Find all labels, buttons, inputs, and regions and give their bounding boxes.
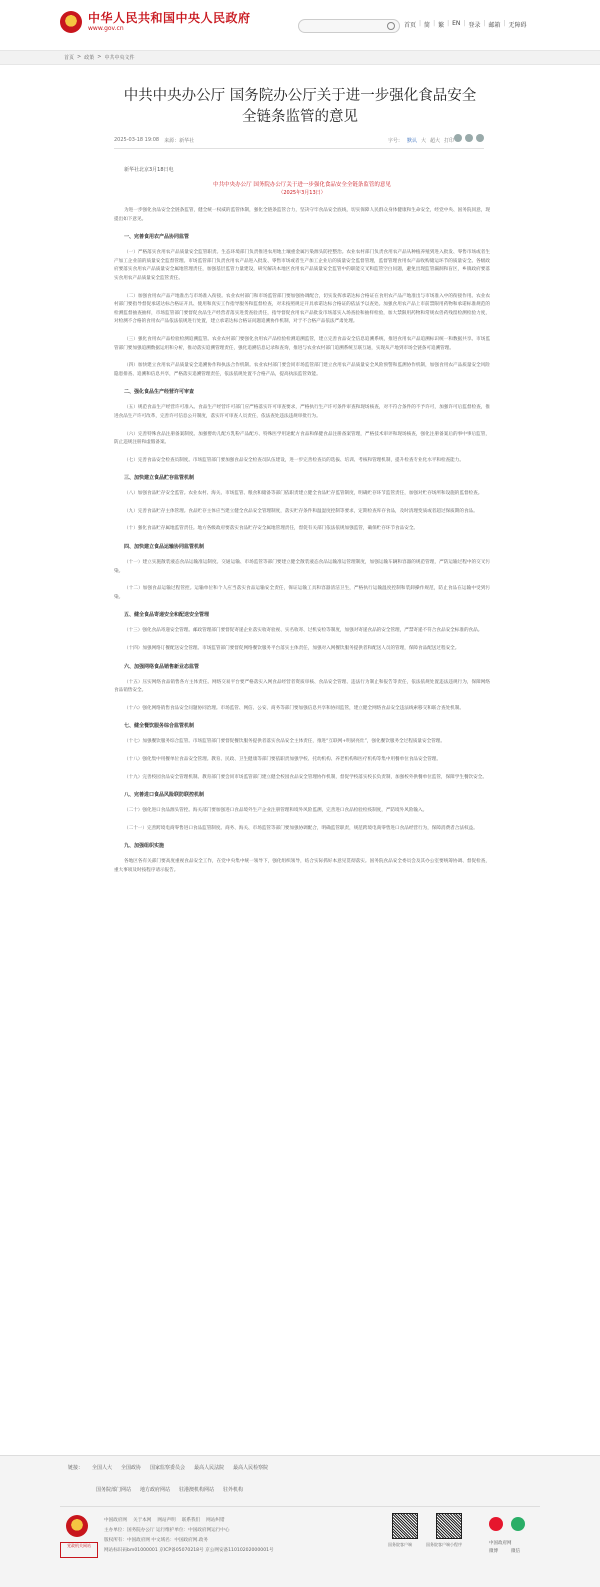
wechat-icon[interactable] [511, 1517, 525, 1531]
weibo-icon[interactable] [489, 1517, 503, 1531]
article-paragraph: （七）完善食品安全检查员制度。市场监管部门要加强食品安全检查员队伍建设，进一步完善检查员的选拔、培训、考核和管理机制，提升检查专业化水平和检查能力。 [124, 457, 464, 463]
breadcrumb-policy[interactable]: 政策 [84, 55, 95, 61]
section-heading: 七、健全餐饮服务综合监管机制 [124, 723, 195, 730]
section-heading: 三、加快建立食品贮存监管机制 [124, 475, 195, 482]
section-heading: 六、加强网络食品销售新业态监管 [124, 663, 200, 670]
publish-date: 2025-03-18 19:08 [114, 137, 160, 143]
breadcrumb-cpc-docs[interactable]: 中共中央文件 [104, 55, 135, 61]
link-english[interactable]: EN [452, 20, 461, 27]
article-paragraph: （一）严格落实食用农产品质量安全监管职责。生态环境部门负责推进农用地土壤重金属污染源头防控整治。农业农村部门负责食用农产品从种植养殖到进入批发、零售市场或者生产加工企业前的质量安全监督管理。市场监管部门负责食用农产品进入批发、零售市场或者生产加工企业后的质量安全监督管理，监督管理食用农产品收购储运环节的质量安全。各级政府要落实食用农产品质量安全属地管理责任，加强基层监管力量建设，研究解决本地区食用农产品质量安全监管中的职能交叉和监管空白问题，避免出现监管漏洞和盲区，乡镇政府要落实食用农产品质量安全监管责任。 [114, 250, 490, 281]
divider: | [483, 20, 486, 27]
site-logo[interactable] [60, 11, 251, 33]
article-paragraph: （五）规范食品生产经营许可准入。食品生产经营许可部门应严格落实许可审查要求，严格执行生产许可条件审查和现场核查，对不符合条件的不予许可，加强许可后监督检查，推进食品生产许可改革，完善许可信息公开制度，落实许可审查人员责任，依法查处违法违规审批行为。 [114, 405, 490, 419]
footer-link[interactable]: 驻外机构 [223, 1487, 244, 1493]
article-paragraph: （八）加强食品贮存安全监管。农业农村、海关、市场监管、粮食和储备等部门依职责建立健全食品贮存监管制度，明确贮存环节监管责任，加强对贮存场所和设施的监督检查。 [124, 491, 483, 497]
section-heading: 一、完善食用农产品协同监管 [124, 234, 190, 241]
divider: | [463, 20, 466, 27]
divider: | [419, 20, 422, 27]
search-input[interactable] [298, 19, 400, 33]
link-accessibility[interactable]: 无障碍 [508, 22, 527, 29]
article-paragraph: （十五）压实网络食品销售各方主体责任。网络交易平台要严格落实入网食品经营者资质审核、食品安全管理、违法行为制止和报告等责任，依法依规处置违法违规行为，保障网络食品销售安全。 [114, 679, 490, 694]
footer-info-link[interactable]: 网站纠错 [206, 1518, 225, 1523]
footer-divider [60, 1506, 540, 1507]
footer-link[interactable]: 驻港澳机构网站 [179, 1487, 215, 1493]
link-login[interactable]: 登录 [468, 22, 481, 29]
footer [0, 1455, 600, 1587]
link-simplified[interactable]: 简 [424, 22, 431, 29]
footer-info-link[interactable]: 关于本网 [132, 1518, 152, 1523]
qr-code-miniprogram [436, 1513, 462, 1539]
footer-link[interactable]: 全国人大 [92, 1465, 113, 1471]
footer-link[interactable]: 最高人民检察院 [233, 1465, 269, 1471]
article-paragraph: （十一）建立实施散装液态食品运输准运制度。交通运输、市场监管等部门要建立健全散装液态食品运输准运管理制度，加强运输车辆和容器的规范管理，严防运输过程中的交叉污染。 [114, 560, 490, 574]
divider: | [433, 20, 436, 27]
share-bar [454, 134, 484, 142]
breadcrumb-home[interactable]: 首页 [64, 55, 75, 61]
article-meta [114, 134, 484, 149]
sns-label: 中国政府网 [489, 1541, 512, 1546]
font-size-large[interactable]: 大 [420, 138, 426, 144]
footer-icp[interactable]: 网站标识码bm01000001 京ICP备05070218号 京公网安备11010202000001号 [104, 1548, 274, 1553]
title-line-2: 全链条监管的意见 [242, 109, 358, 125]
section-heading: 四、加快建立食品运输协同监管机制 [124, 544, 205, 551]
top-links [404, 20, 527, 29]
footer-link[interactable]: 最高人民法院 [194, 1465, 225, 1471]
footer-links [68, 1464, 268, 1471]
font-size-xlarge[interactable]: 超大 [429, 138, 440, 144]
article-paragraph: （十七）加强餐饮服务综合监管。市场监管部门要督促餐饮服务提供者落实食品安全主体责任，推进“互联网+明厨亮灶”，强化餐饮服务全过程质量安全管理。 [124, 739, 445, 745]
article-paragraph: （三）强化食用农产品检验检测追溯监管。农业农村部门要强化食用农产品检验检测追溯监管，建立完善食品安全信息追溯系统，推进食用农产品追溯标识统一和数据共享。市场监管部门要加强追溯数据运用和分析，推动落实追溯管理责任，强化追溯信息记录和查询，推进与农业农村部门追溯系统互联互通，实现从产地到市场全链条可追溯管理。 [114, 336, 490, 351]
footer-info [104, 1516, 274, 1556]
article-paragraph: （十六）强化网络销售食品安全问题协同治理。市场监管、网信、公安、商务等部门要加强信息共享和协同监管，建立健全网络食品安全违法线索移交和联合查处机制。 [124, 705, 464, 711]
footer-link[interactable]: 全国政协 [121, 1465, 142, 1471]
sns-weibo-label: 微博 [489, 1549, 498, 1554]
share-weibo-icon[interactable] [454, 134, 462, 142]
breadcrumb-separator: > [97, 54, 102, 60]
qr-label-miniprogram: 国务院客户端小程序 [426, 1542, 462, 1547]
page-title [60, 86, 540, 128]
share-qzone-icon[interactable] [476, 134, 484, 142]
dateline: 新华社北京3月18日电 [124, 167, 174, 173]
footer-info-link[interactable]: 网站声明 [157, 1518, 176, 1523]
breadcrumb-separator: > [77, 54, 82, 60]
divider: | [447, 20, 450, 27]
article-paragraph: （二十一）完善跨境电商零售进口食品监管制度。商务、海关、市场监管等部门要加强协调配合，明确监管职责，规范跨境电商零售进口食品经营行为，保障消费者合法权益。 [124, 825, 478, 831]
print-button[interactable]: 打印 [443, 138, 454, 144]
link-mail[interactable]: 邮箱 [488, 22, 501, 29]
article-body [114, 166, 490, 885]
site-url: www.gov.cn [88, 24, 124, 32]
article-paragraph: （十二）加强食品运输过程管控。运输单位和个人应当落实食品运输安全责任，保证运输工具和容器清洁卫生，严格执行运输温度控制和装卸操作规范，防止食品在运输中受到污染。 [114, 586, 490, 600]
share-wechat-icon[interactable] [465, 134, 473, 142]
article-paragraph: （十三）强化食品寄递安全管理。邮政管理部门要督促寄递企业落实收寄验视、实名收寄、过机安检等制度，加强对寄递食品的安全管理，严禁寄递不符合食品安全标准的食品。 [124, 628, 483, 634]
article-paragraph: （二）加强食用农产品产地准出与市场准入衔接。农业农村部门和市场监管部门要加强协调配合，切实发挥承诺达标合格证在食用农产品产地准出与市场准入中的衔接作用。农业农村部门要指导督促承诺达标合格证开具、使用和真实工作指导服务和监督检查，对未按照规定开具承诺达标合格证的依法予以查处。加强食用农产品上市前禁限用药物和承诺标准规范的检测监督抽查抽样，市场监管部门要督促食品生产经营者落实进货查验责任，指导督促食用农产品批发市场落实入场查验和抽样检验，加大禁限用药物和常规农兽药残留检测检验力度，对检测不合格的食用农产品依法依规进行处置，建立承诺达标合格证问题追溯协作机制，对于不合格产品依法严肃处理。 [114, 293, 490, 325]
article-paragraph: 各地区各有关部门要高度重视食品安全工作，在党中央集中统一领导下，强化组织领导，结合实际抓好本意见贯彻落实。国务院食品安全委员会及其办公室要统筹协调、督促检查，重大事项及时按程序请示报告。 [114, 859, 490, 873]
footer-copyright: 版权所有：中国政府网 中文域名：中国政府网.政务 [104, 1538, 208, 1543]
footer-link[interactable]: 国家监察委员会 [150, 1465, 186, 1471]
breadcrumb [64, 54, 134, 61]
font-size-default[interactable]: 默认 [406, 138, 417, 144]
breadcrumb-bar [0, 50, 600, 65]
article-paragraph: （十）强化食品贮存属地监管责任。地方各级政府要落实食品贮存安全属地管理责任，督促有关部门依法依规加强监管，确保贮存环节食品安全。 [124, 526, 419, 532]
source: 来源：新华社 [164, 138, 195, 144]
article-paragraph: （十八）强化集中用餐单位食品安全管理。教育、民政、卫生健康等部门要依职责加强学校、托幼机构、养老机构和医疗机构等集中用餐单位食品安全管理。 [124, 757, 441, 762]
article-paragraph: （六）完善特殊食品注册备案制度。加强婴幼儿配方乳粉产品配方、特殊医学用途配方食品和保健食品注册备案管理，严格技术审评和现场核查，强化注册备案后的事中事后监管，防止违规注册和虚假备案。 [114, 431, 490, 446]
article-paragraph: （四）加快建立食用农产品质量安全追溯协作和执法合作机制。农业农村部门要会同市场监管部门建立食用农产品质量安全风险预警和监测协作机制，加强食用农产品质量安全风险隐患排查、追溯和信息共享，严格落实追溯管理责任，依法依规处置不合格产品，提高执法监管效能。 [114, 363, 490, 377]
footer-link[interactable]: 国务院部门网站 [96, 1487, 132, 1493]
footer-links-2 [96, 1486, 243, 1493]
article-paragraph: （二十）强化进口食品源头管控。海关部门要加强进口食品境外生产企业注册管理和境外风险监测，完善进口食品检验检疫制度，严防境外风险输入。 [124, 808, 428, 814]
font-size-label: 字号： [387, 138, 403, 144]
link-home[interactable]: 首页 [404, 22, 417, 29]
section-heading: 八、完善进口食品风险联防联控机制 [124, 792, 205, 799]
section-heading: 二、强化食品生产经营许可审查 [124, 389, 195, 396]
divider: | [503, 20, 506, 27]
site-name: 中华人民共和国中央人民政府 [88, 10, 251, 25]
qr-code-app [392, 1513, 418, 1539]
title-line-1: 中共中央办公厅 国务院办公厅关于进一步强化食品安全 [123, 88, 477, 104]
footer-emblem-icon [66, 1515, 88, 1537]
section-heading: 九、加强组织实施 [124, 843, 165, 850]
gov-site-badge[interactable]: 党政机关网站 [60, 1542, 98, 1558]
article-paragraph: （九）完善食品贮存主体管理。食品贮存主体应当建立健全食品安全管理制度，落实贮存条件和温湿度控制等要求，定期检查库存食品，及时清理变质或者超过保质期的食品。 [124, 508, 478, 514]
document-date: （2025年3月13日） [278, 190, 326, 196]
footer-sponsor: 主办单位：国务院办公厅 运行维护单位：中国政府网运行中心 [104, 1528, 230, 1533]
top-bar [0, 0, 600, 46]
footer-info-link[interactable]: 联系我们 [181, 1518, 201, 1523]
article-paragraph: （十四）加强网络订餐配送安全管理。市场监管部门要督促网络餐饮服务平台落实主体责任，加强对入网餐饮服务提供者和配送人员的管理，保障食品配送过程安全。 [124, 646, 460, 652]
article-sections [114, 233, 490, 875]
footer-info-link[interactable]: 中国政府网 [104, 1518, 127, 1523]
article-paragraph: （十九）完善校园食品安全管理机制。教育部门要会同市场监管部门建立健全校园食品安全管理协作机制，督促学校落实校长负责制，加强校外供餐单位监管，保障学生餐饮安全。 [124, 774, 487, 780]
qr-label-app: 国务院客户端 [388, 1542, 412, 1547]
footer-link[interactable]: 地方政府网站 [140, 1487, 171, 1493]
document-title: 中共中央办公厅 国务院办公厅关于进一步强化食品安全全链条监管的意见 [213, 182, 391, 188]
national-emblem-icon [60, 11, 82, 33]
link-traditional[interactable]: 繁 [438, 22, 445, 29]
search-icon[interactable] [387, 22, 395, 30]
footer-links-label: 链接： [68, 1465, 84, 1471]
sns-wechat-label: 微信 [511, 1549, 520, 1554]
intro-paragraph: 为进一步强化食品安全全链条监管，健全统一权威的监管体制，强化全链条监管合力，坚决守牢食品安全底线，切实保障人民群众身体健康和生命安全，经党中央、国务院同意，现提出如下意见。 [114, 208, 490, 222]
section-heading: 五、健全食品寄递安全和配送安全管理 [124, 612, 210, 619]
